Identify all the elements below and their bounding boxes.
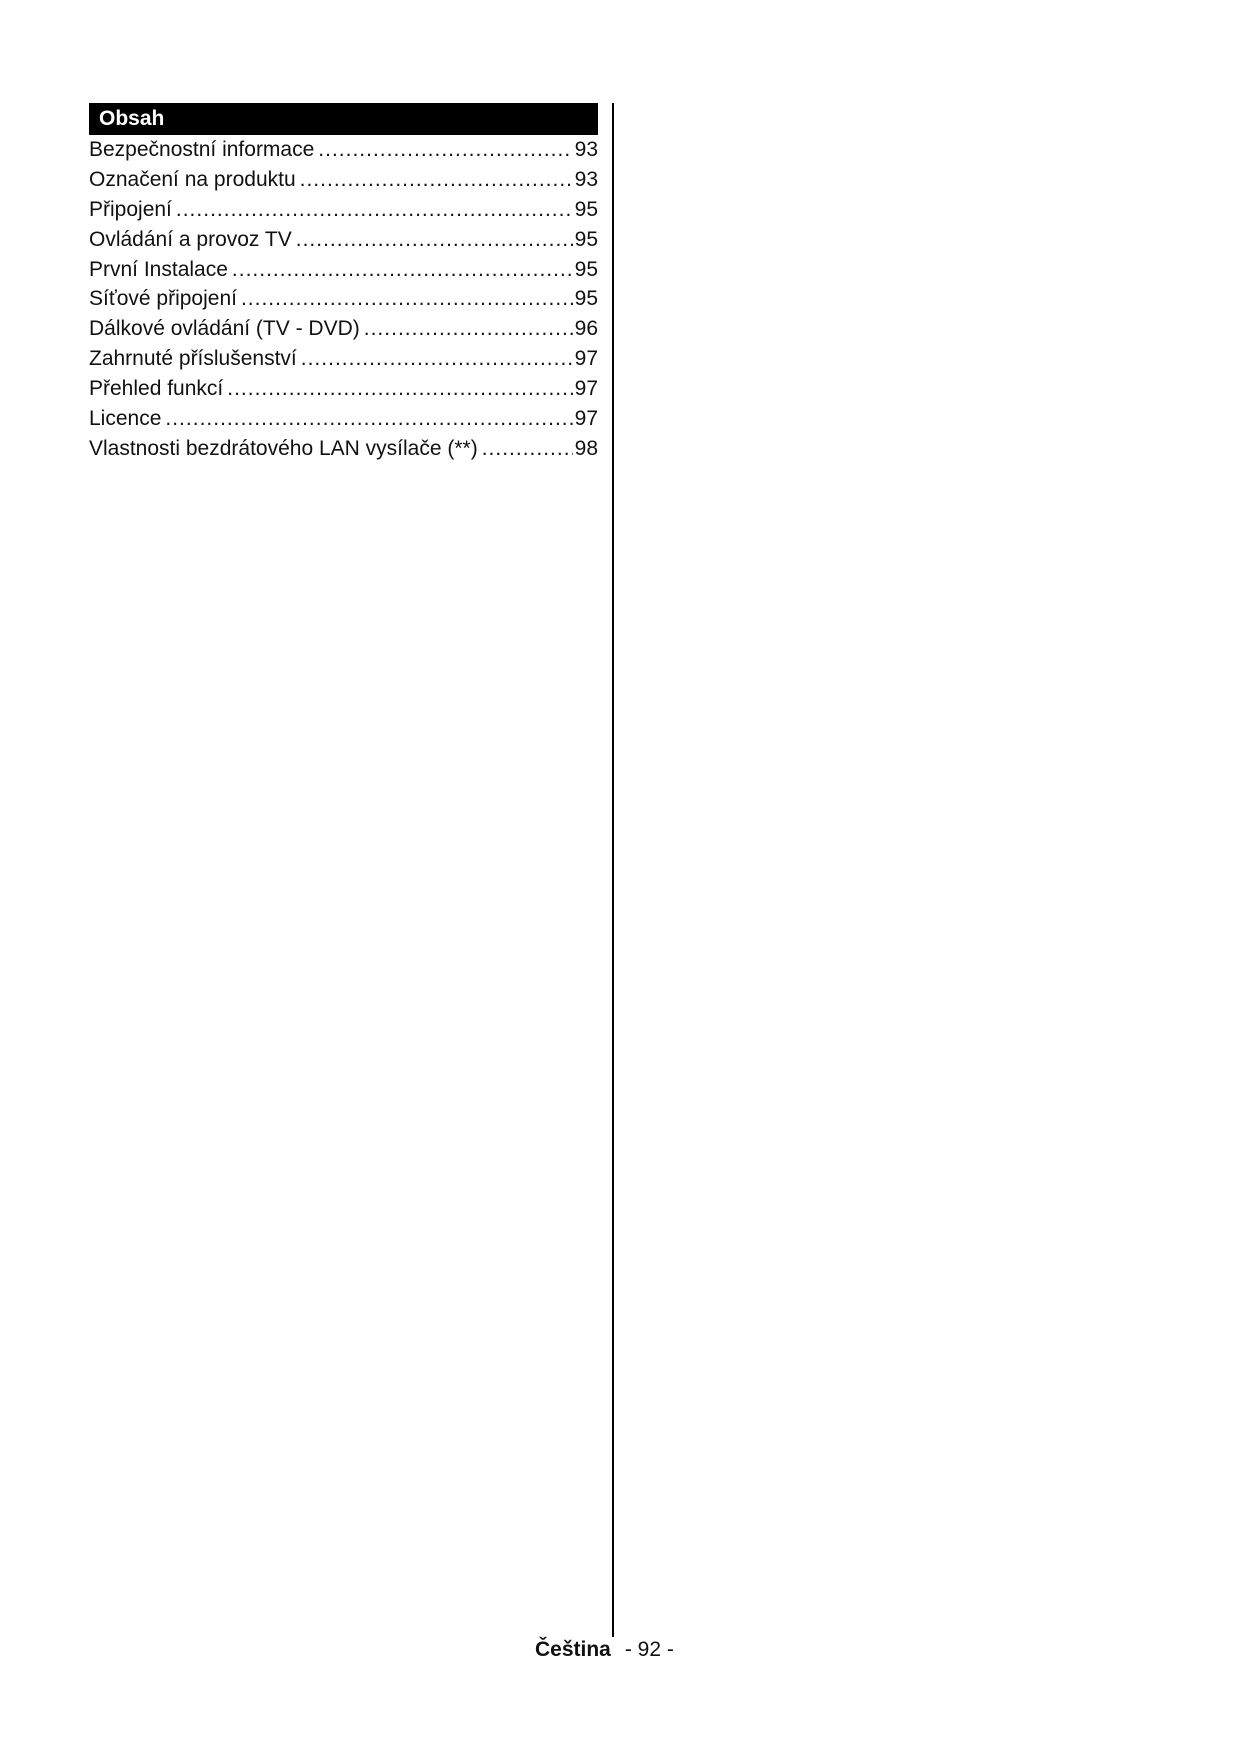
column-divider	[612, 103, 614, 1637]
toc-entry-title: Dálkové ovládání (TV - DVD)	[89, 317, 360, 341]
toc-entry[interactable]	[89, 225, 598, 255]
toc-entry-title: Ovládání a provoz TV	[89, 227, 292, 251]
toc-entry-title: Licence	[89, 407, 162, 431]
toc-entry-page: 95	[574, 287, 598, 311]
toc-entry-title: Vlastnosti bezdrátového LAN vysílače (**)	[89, 436, 478, 460]
toc-dot-leader	[176, 195, 573, 225]
toc-entry-page: 95	[574, 197, 598, 221]
toc-entry-title: Připojení	[89, 197, 172, 221]
toc-entry[interactable]	[89, 255, 598, 285]
toc-entry[interactable]	[89, 314, 598, 344]
toc-entry[interactable]	[89, 404, 598, 434]
toc-dot-leader	[165, 404, 572, 434]
toc-heading: Obsah	[89, 103, 598, 135]
toc-entry[interactable]	[89, 344, 598, 374]
toc-dot-leader	[227, 374, 572, 404]
toc-entry-page: 97	[574, 377, 598, 401]
toc-entry-page: 95	[574, 227, 598, 251]
toc-dot-leader	[318, 135, 572, 165]
toc-dot-leader	[241, 284, 573, 314]
toc-entry[interactable]	[89, 195, 598, 225]
toc-entry-page: 98	[574, 436, 598, 460]
toc-entry[interactable]	[89, 434, 598, 464]
toc-dot-leader	[301, 344, 573, 374]
toc-entry[interactable]	[89, 374, 598, 404]
toc-entry-page: 93	[574, 138, 598, 161]
table-of-contents	[89, 103, 598, 464]
toc-entry-title: Přehled funkcí	[89, 377, 224, 401]
toc-dot-leader	[232, 255, 573, 285]
page-footer	[535, 1635, 674, 1665]
toc-entry-title: Síťové připojení	[89, 287, 237, 311]
toc-entry-title: Označení na produktu	[89, 167, 296, 191]
toc-entry[interactable]	[89, 284, 598, 314]
toc-entry-title: Bezpečnostní informace	[89, 138, 315, 161]
toc-entry-title: První Instalace	[89, 257, 228, 281]
toc-dot-leader	[300, 165, 573, 195]
toc-entry-title: Zahrnuté příslušenství	[89, 347, 297, 371]
footer-page-number: - 92 -	[624, 1638, 674, 1661]
toc-entry-page: 95	[574, 257, 598, 281]
toc-dot-leader	[482, 434, 573, 464]
toc-dot-leader	[296, 225, 573, 255]
footer-language: Čeština	[535, 1638, 611, 1661]
toc-entry[interactable]	[89, 135, 598, 165]
toc-entry[interactable]	[89, 165, 598, 195]
toc-entry-page: 97	[574, 407, 598, 431]
toc-list	[89, 135, 598, 464]
toc-entry-page: 93	[574, 167, 598, 191]
toc-entry-page: 96	[574, 317, 598, 341]
toc-entry-page: 97	[574, 347, 598, 371]
toc-dot-leader	[364, 314, 573, 344]
